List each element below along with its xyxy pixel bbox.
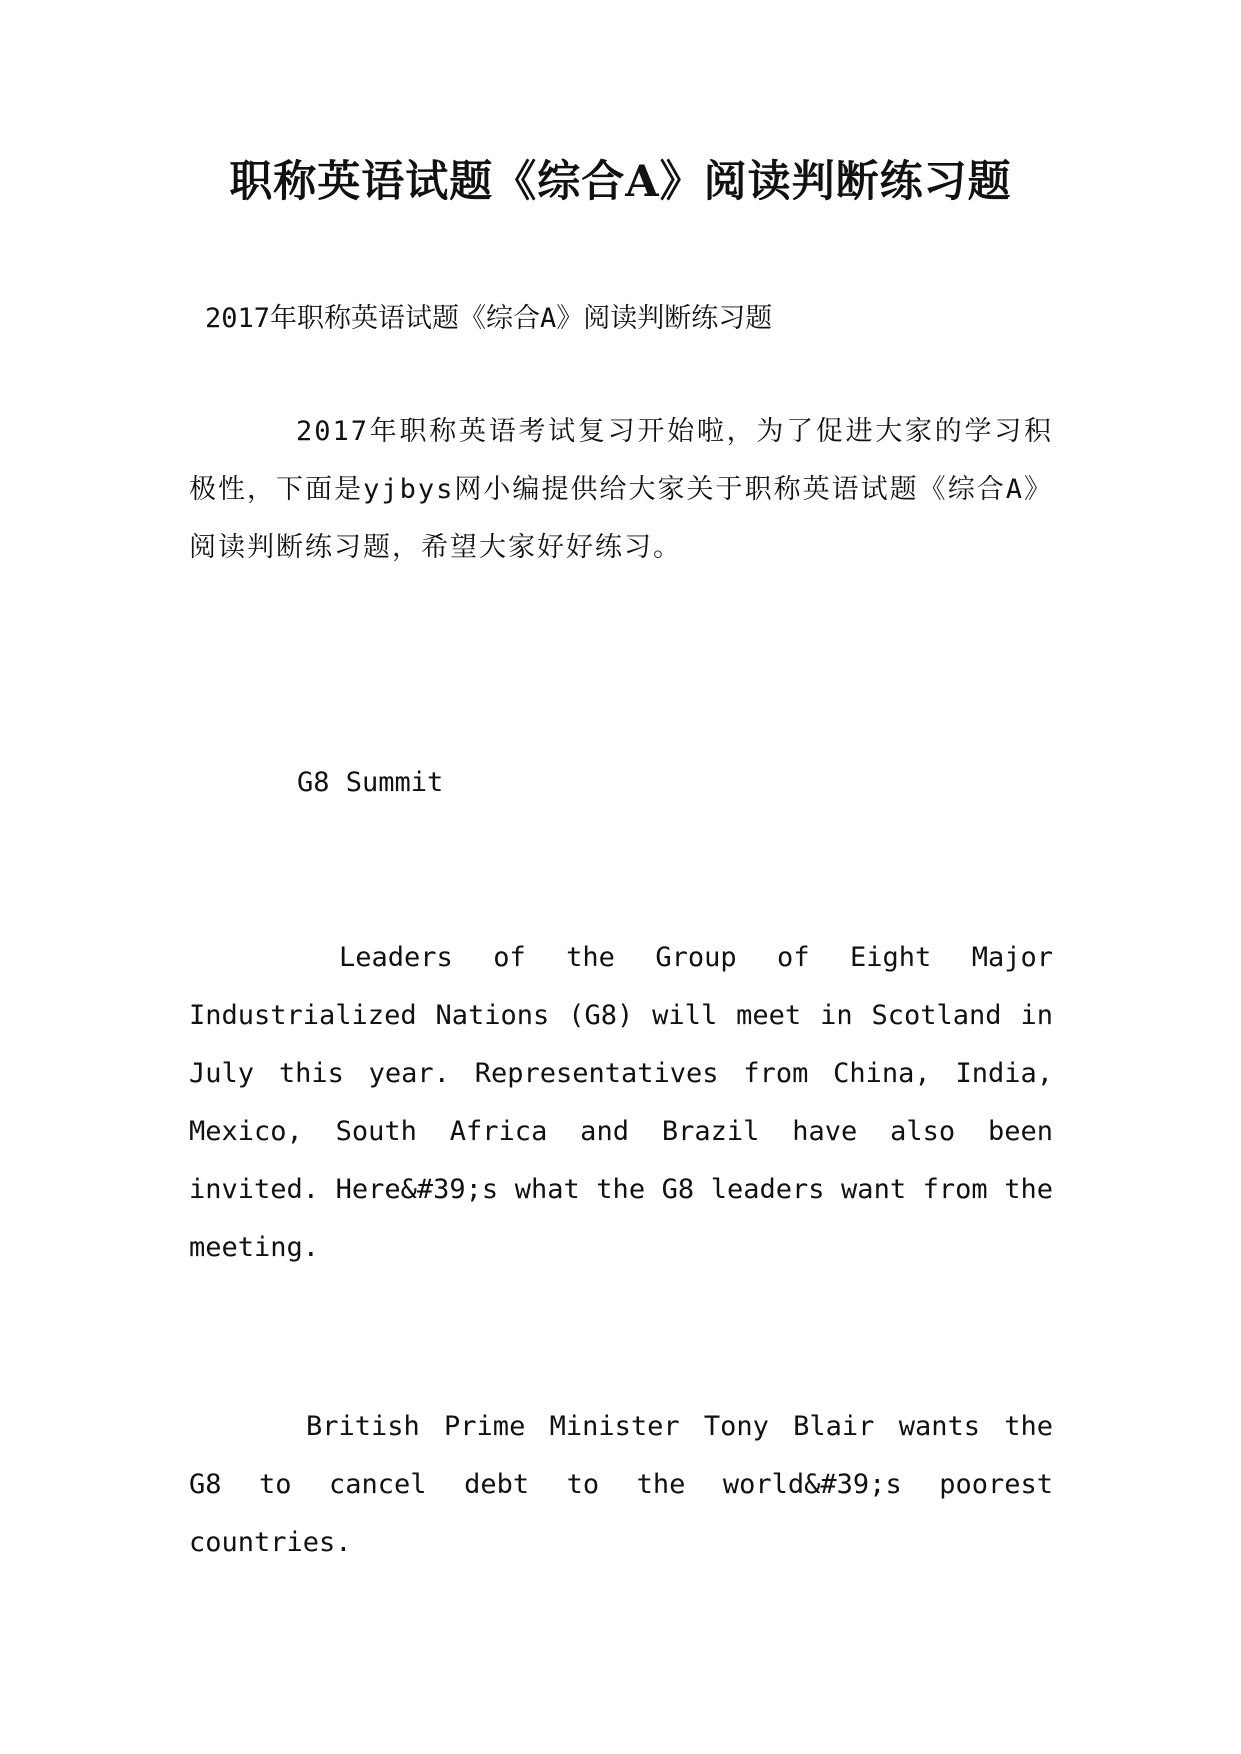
body-paragraph: British Prime Minister Tony Blair wants the G8 to cancel debt to the world&#39;s poorest countries.	[189, 1411, 1053, 1558]
document-title: 职称英语试题《综合A》阅读判断练习题	[229, 157, 1012, 207]
intro-paragraph: 2017年职称英语考试复习开始啦，为了促进大家的学习积极性，下面是yjbys网小编提供给大家关于职称英语试题《综合A》阅读判断练习题，希望大家好好练习。	[189, 416, 1053, 563]
section-heading: G8 Summit	[297, 767, 444, 798]
body-paragraph: Leaders of the Group of Eight Major Industrialized Nations (G8) will meet in Scotland in July this year. Representatives from China, India, Mexico, South Africa and Brazil have also been invited. Here&#39;s what the G8 leaders want from the meeting.	[189, 942, 1053, 1263]
document-subtitle: 2017年职称英语试题《综合A》阅读判断练习题	[205, 303, 773, 334]
